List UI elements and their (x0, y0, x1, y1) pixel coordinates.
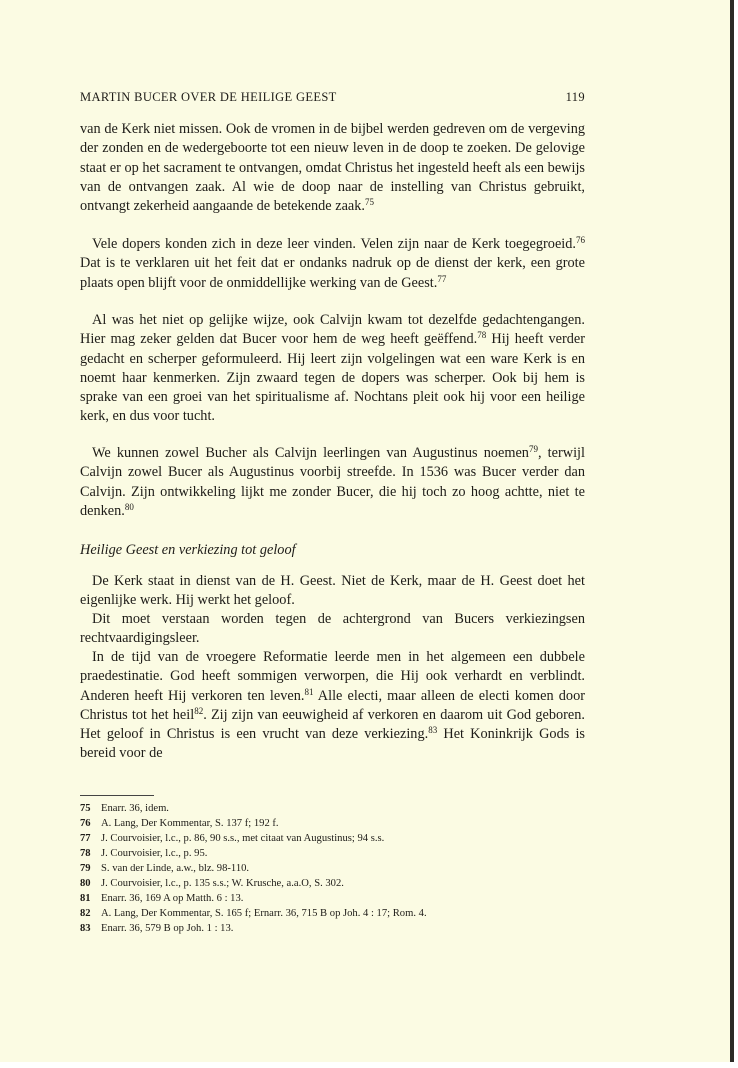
footnote-ref-75[interactable]: 75 (365, 197, 374, 208)
running-header (80, 90, 585, 108)
footnote-ref-82[interactable]: 82 (194, 705, 204, 716)
footnote-80: 80 J. Courvoisier, l.c., p. 135 s.s.; W. Krusche, a.a.O, S. 302. (80, 878, 344, 889)
footnote-83: 83 Enarr. 36, 579 B op Joh. 1 : 13. (80, 923, 234, 934)
paragraph-6: Dit moet verstaan worden tegen de achtergrond van Bucers verkiezingsen rechtvaardigingsleer. (80, 611, 585, 647)
paragraph-3: Al was het niet op gelijke wijze, ook Calvijn kwam tot dezelfde gedachtengangen. Hier mag zeker gelden dat Bucer voor hem de weg heeft geëffend.$^{78}$ Hij heeft verder gedacht en scherper geformuleerd. Hij leert zijn volgelingen wat een ware Kerk is en noemt haar kenmerken. Zijn zwaard tegen de dopers was scherper. Ook bij hem is sprake van een groei van het spiritualisme af. Nochtans pleit ook hij voor een heilige kerk, en dus voor tucht. (80, 312, 585, 425)
paragraph-2: Vele dopers konden zich in deze leer vinden. Velen zijn naar de Kerk toegegroeid.$^{76}$ Dat is te verklaren uit het feit dat er ondanks nadruk op de dienst der kerk, een grote plaats open blijft voor de onmiddellijke werking van de Geest.$^{77}$ (80, 235, 585, 291)
footnote-77: 77 J. Courvoisier, l.c., p. 86, 90 s.s., met citaat van Augustinus; 94 s.s. (80, 833, 385, 844)
footnote-ref-80[interactable]: 80 (124, 501, 134, 512)
footnote-78: 78 J. Courvoisier, l.c., p. 95. (80, 848, 208, 859)
footnote-ref-81[interactable]: 81 (304, 686, 314, 697)
paragraph-5: De Kerk staat in dienst van de H. Geest. Niet de Kerk, maar de H. Geest doet het eigenlijke werk. Hij werkt het geloof. (80, 573, 585, 609)
section-heading: Heilige Geest en verkiezing tot geloof (80, 542, 296, 558)
footnote-ref-78[interactable]: 78 (477, 330, 487, 341)
running-title: MARTIN BUCER OVER DE HEILIGE GEEST (80, 90, 337, 104)
paragraph-4: We kunnen zowel Bucher als Calvijn leerlingen van Augustinus noemen$^{79}$, terwijl Calvijn zowel Bucer als Augustinus voorbij streefde. In 1536 was Bucer verder dan Calvijn. Zijn ontwikkeling lijkt me zonder Bucer, die hij toch zo hoog achtte, niet te denken.$^{80}$ (80, 444, 585, 519)
footnote-ref-79[interactable]: 79 (528, 444, 538, 454)
footnote-ref-77[interactable]: 77 (437, 273, 447, 284)
footnote-75: 75 Enarr. 36, idem. (80, 803, 169, 814)
footnote-76: 76 A. Lang, Der Kommentar, S. 137 f; 192 f. (80, 818, 279, 829)
paragraph-1: van de Kerk niet missen. Ook de vromen in de bijbel werden gedreven om de vergeving der zonden en de wedergeboorte tot een nieuw leven in de doop te zoeken. De gelovige staat er op het sacrament te ontvangen, omdat Christus het ingesteld heeft als een bewijs van de ontvangen zaak. Al wie de doop naar de instelling van Christus gebruikt, ontvangt zekerheid aangaande de betekende zaak.$^{75}$ (80, 121, 585, 215)
footnote-82: 82 A. Lang, Der Kommentar, S. 165 f; Ernarr. 36, 715 B op Joh. 4 : 17; Rom. 4. (80, 908, 427, 919)
footnote-81: 81 Enarr. 36, 169 A op Matth. 6 : 13. (80, 893, 244, 904)
footnote-79: 79 S. van der Linde, a.w., blz. 98-110. (80, 863, 250, 874)
paragraph-7: In de tijd van de vroegere Reformatie leerde men in het algemeen een dubbele praedestinatie. God heeft sommigen verworpen, die Hij ook verhardt en verblindt. Anderen heeft Hij verkoren ten leven.$^{81}$ Alle electi, maar alleen de electi komen door Christus tot het heil$^{82}$. Zij zijn van eeuwigheid af verkoren en daarom uit God geboren. Het geloof in Christus is een vrucht van deze verkiezing.$^{83}$ Het Koninkrijk Gods is bereid voor de (80, 649, 586, 762)
footnote-ref-83[interactable]: 83 (428, 725, 438, 736)
page-number: 119 (565, 90, 585, 104)
footnote-divider (80, 795, 154, 796)
footnote-ref-76[interactable]: 76 (576, 235, 585, 245)
